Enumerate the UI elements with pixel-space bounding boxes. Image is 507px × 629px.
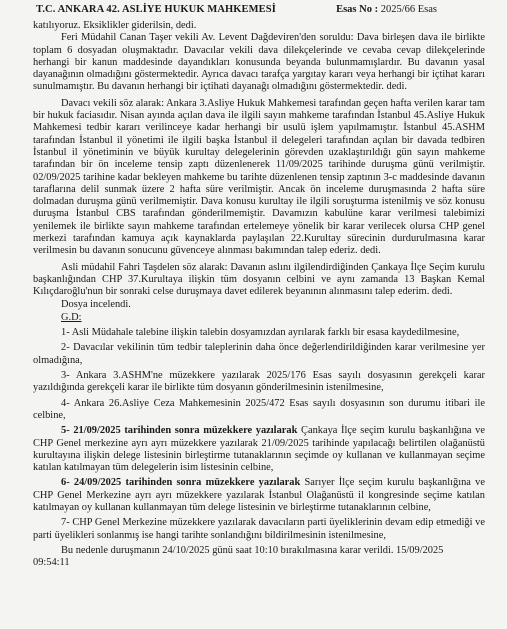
decision-item xyxy=(33,342,485,367)
closing-statement: Bu nedenle duruşmanın 24/10/2025 günü saat 10:10 bırakılmasına karar verildi. 15/09/2025 xyxy=(61,544,444,556)
item-number: 2- xyxy=(61,342,70,354)
paragraph: Davacı vekili söz alarak: Ankara 3.Asliye Hukuk Mahkemesi tarafından geçen hafta verilen karar tam bir hukuk faciasıdır. Nisan ayında açılan dava ile ilgili sayın mahkeme tarafından İstanbul 45.Asliye Hukuk Mahkemesi tedbir kararı verilinceye kadar herhangi bir usulü işlem yapılmamıştır. İstanbul 45.ASHM tarafından İstanbul il yönetimi ile ilgili başka İstanbul il delegeleri tarafından açılan bir davada tedbiren İstanbul il yönetiminin ve büyük kurultay delegelerinin görevden uzaklaştırıldığı gün sayın mahkeme tarafından bir ön inceleme tensip zaptı düzenlenerek 11/09/2025 tarihinde duruşma günü verilmiştir. 02/09/2025 tarihine kadar bekleyen mahkeme bu tarihte düzenlenen tensip zaptının 3-c maddesinde davanın taraflarına delil sunmak üzere 2 hafta süre verilmiştir. Ancak ön inceleme duruşmasında 2 hafta süre dolmadan duruşma günü verilmemiştir. Dava konusu kurultay ile ilgili soruşturma istenilmiş ve söz konusu duruşma İstanbul CBS tarafından gönderilmemiştir. Davamızın kabulüne karar verilmesi talebimizi yenilemek ile birlikte sayın mahkeme tarafından ertelemeye yönelik bir karar verilecek olursa CHP genel merkezi tarafından kamuya açık kaynaklarda paylaşılan 22.Kurultay sürecinin durdurulmasına karar verilmesin bu davanın sonucunu güvenceye alınması bakımından talep ederiz. dedi. xyxy=(33,97,485,257)
item-number: 3- xyxy=(61,370,70,382)
decision-item xyxy=(33,477,485,514)
paragraph: Dosya incelendi. xyxy=(61,298,131,310)
item-text: Sarıyer İlçe seçim kurulu başkanlığına ve CHP Genel Merkezine ayrı ayrı müzekkere yazılarak İstanbul Olağanüstü il kongresinde seçime katılan katılmayan oy kullanan kullanmayan tüm delege listesinin ve birleştirme tutanaklarının celbine, xyxy=(33,477,485,513)
item-bold-text: 24/09/2025 tarihinden sonra müzekkere yazılarak xyxy=(73,477,301,489)
item-text: Ankara 26.Asliye Ceza Mahkemesinin 2025/472 Esas sayılı dosyasının son durumu itibari ile celbine, xyxy=(33,397,486,421)
case-number-label: Esas No : xyxy=(336,4,379,15)
gd-label: G.D: xyxy=(61,311,82,323)
item-number: 6- xyxy=(61,477,70,489)
item-text: CHP Genel Merkezine müzekkere yazılarak davacıların parti üyeliklerinin devam edip etmediği ve parti üyelikleri sonlanmış ise hangi tarihte sonlandığını bildirilmesinin istenilmesine, xyxy=(33,517,485,541)
item-text: Çankaya İlçe seçim kurulu başkanlığına ve CHP Genel merkezine ayrı ayrı müzekkere yazılarak 21/09/2025 tarihinde yapılacağı belirtilen olağanüstü kurultayına ilişkin delege listesinin birleştirme tutanaklarının seçimde oy kullanan ve kullanmayan seçime katılan katılmayan tüm delegelerin isim listesinin celbine, xyxy=(33,425,485,474)
case-number-value: 2025/66 Esas xyxy=(380,4,437,15)
item-text: Asli Müdahale talebine ilişkin talebin dosyamızdan ayrılarak farklı bir esasa kaydedilmesine, xyxy=(71,327,460,339)
item-number: 7- xyxy=(61,517,70,529)
decision-item xyxy=(33,370,485,395)
item-bold-text: 21/09/2025 tarihinden sonra müzekkere yazılarak xyxy=(73,425,298,437)
document-body xyxy=(33,20,485,569)
document-header xyxy=(33,4,485,20)
court-name: T.C. ANKARA 42. ASLİYE HUKUK MAHKEMESİ xyxy=(36,4,276,15)
case-number xyxy=(336,4,437,15)
paragraph: Feri Müdahil Canan Taşer vekili Av. Levent Dağdeviren'den soruldu: Dava birleşen dava ile birlikte toplam 6 dosyadan oluşmaktadır. Davacılar vekili dava dilekçelerinde ve cevaba cevap dilekçelerinde herhangi bir kanun maddesinde dayandıkları konusunda beyanda bulunmamışlardır. Bu davanın yasal dayanağının olmadığını göstermektedir. Ayrıca davacı tarafça yargıtay kararı veya herhangi bir içtihat kararı sunulmamıştır. Bu davanın herhangi bir içtihati dayanağı olmadığını göstermektedir. dedi. xyxy=(33,32,485,93)
item-text: Davacılar vekilinin tüm tedbir taleplerinin daha önce değerlendirildiğinden karar verilmesine yer olmadığına, xyxy=(33,342,485,366)
closing-time: 09:54:11 xyxy=(33,557,70,569)
decision-item xyxy=(33,398,485,423)
item-number: 5- xyxy=(61,425,70,437)
paragraph: Asli müdahil Fahri Taşdelen söz alarak: Davanın aslını ilgilendirdiğinden Çankaya İlçe Seçim kurulu başkanlığından CHP 37.Kurultaya ilişkin tüm dosyanın celbini ve aynı zamanda 13 Başkan Kemal Kılıçdaroğlu'nun bir sonraki celse duruşmaya davet edilerek beyanının alınmasını talep ederim. dedi. xyxy=(33,261,485,298)
item-number: 1- xyxy=(61,327,70,339)
decision-item xyxy=(33,517,485,542)
item-number: 4- xyxy=(61,397,70,409)
decision-item xyxy=(33,327,485,339)
decision-item xyxy=(33,425,485,474)
item-text: Ankara 3.ASHM'ne müzekkere yazılarak 2025/176 Esas sayılı dosyasının gerekçeli karar yazıldığında gerekçeli karar ile birlikte tüm dosyanın gönderilmesinin istenilmesine, xyxy=(33,370,485,394)
paragraph: katılıyoruz. Eksiklikler giderilsin, dedi. xyxy=(33,20,197,31)
